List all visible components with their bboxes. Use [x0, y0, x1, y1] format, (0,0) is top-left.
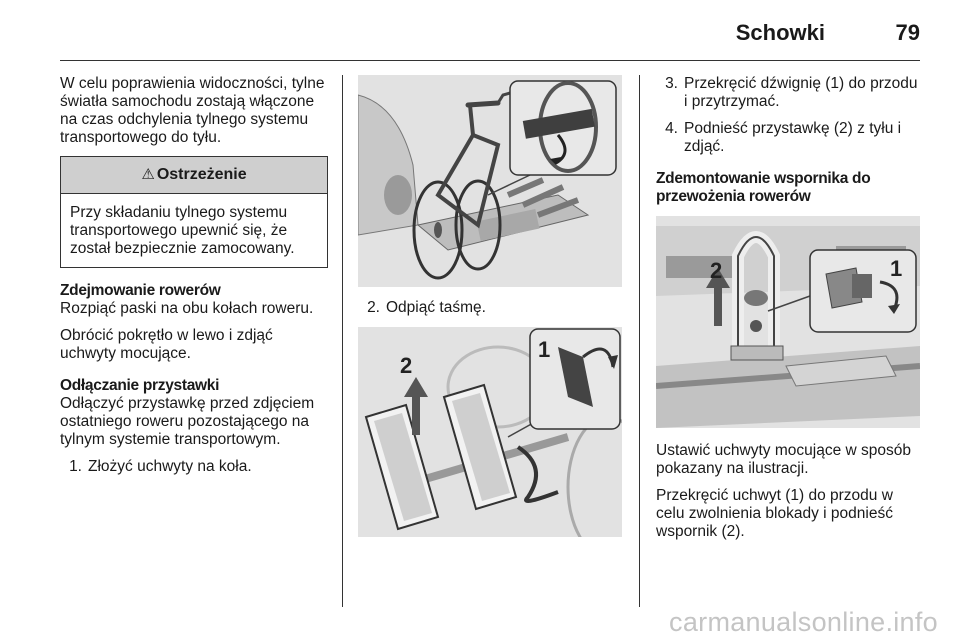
- step-2: [358, 299, 622, 317]
- fig3-label-1: 1: [890, 256, 903, 281]
- fig3-label-2: 2: [710, 258, 723, 283]
- detach-adapter-paragraph: Odłączyć przystawkę przed zdjęciem ostatniego roweru pozostającego na tylnym systemie transportowym.: [60, 395, 315, 448]
- step-1-text: Złożyć uchwyty na koła.: [88, 458, 252, 475]
- step-2-number: 2.: [367, 299, 380, 316]
- bracket-paragraph-1: Ustawić uchwyty mocujące w sposób pokazany na ilustracji.: [656, 442, 911, 477]
- fig2-label-1: 1: [538, 337, 551, 362]
- bracket-paragraph-2: Przekręcić uchwyt (1) do przodu w celu zwolnienia blokady i podnieść wspornik (2).: [656, 487, 893, 540]
- warning-title: Ostrzeżenie: [156, 166, 247, 183]
- section-heading-detach-adapter: Odłączanie przystawki: [60, 377, 220, 394]
- section-heading-remove-bracket: Zdemontowanie wspornika do przewożenia rowerów: [656, 170, 871, 205]
- column-divider-1: [342, 75, 343, 607]
- page-title: Schowki: [735, 20, 825, 45]
- intro-paragraph: W celu poprawienia widoczności, tylne światła samochodu zostają włączone na czas odchylenia tylnego systemu transportowego do tyłu.: [60, 75, 325, 146]
- step-4-number: 4.: [665, 120, 678, 137]
- step-1: [60, 458, 328, 476]
- figure-bracket-removal: [656, 216, 920, 428]
- step-3-text: Przekręcić dźwignię (1) do przodu i przytrzymać.: [684, 75, 918, 110]
- figure-fold-wheel-holders: [358, 327, 622, 537]
- step-4: [656, 120, 922, 156]
- figure-bikes-on-carrier-illustration: [358, 75, 622, 287]
- step-4-text: Podnieść przystawkę (2) z tyłu i zdjąć.: [684, 120, 902, 155]
- step-3: [656, 75, 922, 111]
- watermark: carmanualsonline.info: [669, 607, 938, 637]
- column-middle: [358, 75, 622, 537]
- step-2-text: Odpiąć taśmę.: [386, 299, 486, 316]
- warning-body: Przy składaniu tylnego systemu transportowego upewnić się, że został bezpiecznie zamocowany.: [70, 204, 295, 257]
- page-header: [60, 0, 920, 61]
- column-divider-2: [639, 75, 640, 607]
- warning-icon: ⚠: [141, 166, 155, 183]
- page-number: 79: [895, 20, 920, 45]
- column-right: [656, 75, 922, 550]
- warning-box: [60, 156, 328, 268]
- figure-fold-wheel-holders-illustration: [358, 327, 622, 537]
- step-1-number: 1.: [69, 458, 82, 475]
- warning-title-bar: [61, 157, 327, 194]
- column-left: [60, 75, 328, 485]
- figure-bracket-removal-illustration: [656, 216, 920, 428]
- fig2-label-2: 2: [400, 353, 413, 378]
- figure-bikes-on-carrier: [358, 75, 622, 287]
- remove-bikes-paragraph-2: Obrócić pokrętło w lewo i zdjąć uchwyty mocujące.: [60, 327, 273, 362]
- section-heading-remove-bikes: Zdejmowanie rowerów: [60, 282, 221, 299]
- remove-bikes-paragraph-1: Rozpiąć paski na obu kołach roweru.: [60, 300, 314, 317]
- step-3-number: 3.: [665, 75, 678, 92]
